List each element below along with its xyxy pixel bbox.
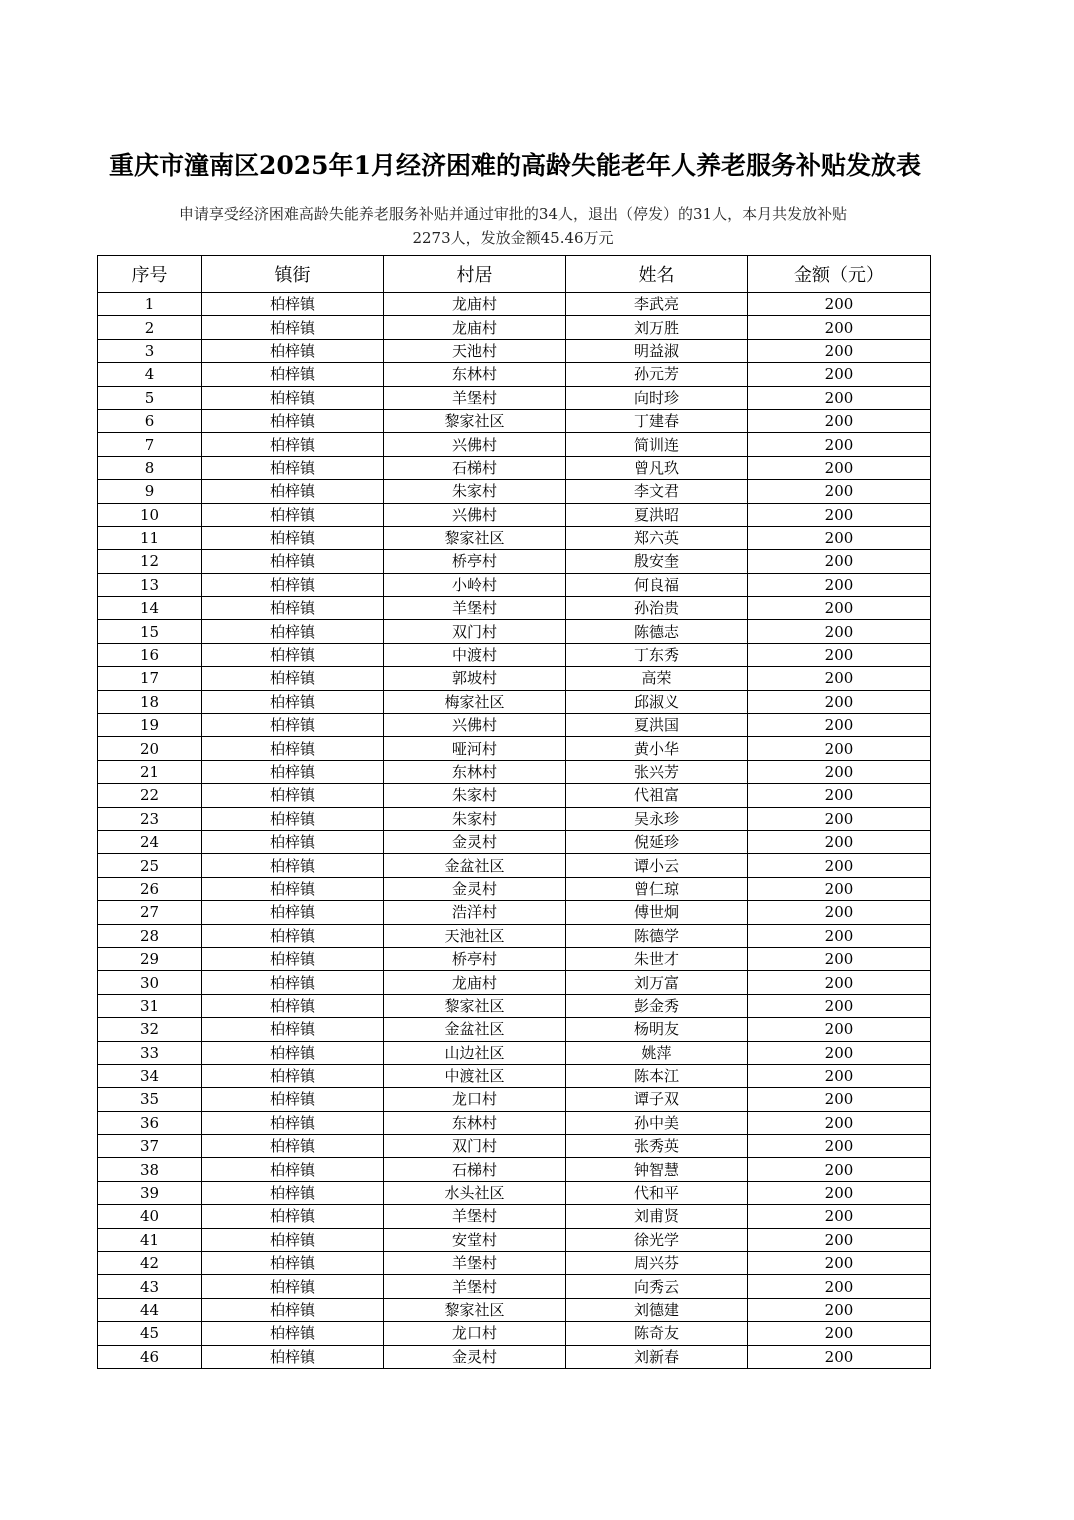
cell-index: 8 xyxy=(98,456,202,479)
cell-index: 31 xyxy=(98,994,202,1017)
cell-index: 25 xyxy=(98,854,202,877)
cell-name: 陈本江 xyxy=(566,1064,748,1087)
table-row xyxy=(98,1322,931,1345)
table-row xyxy=(98,433,931,456)
cell-index: 28 xyxy=(98,924,202,947)
cell-index: 2 xyxy=(98,316,202,339)
cell-town: 柏梓镇 xyxy=(202,784,384,807)
cell-amount: 200 xyxy=(748,1345,931,1368)
cell-name: 夏洪昭 xyxy=(566,503,748,526)
cell-amount: 200 xyxy=(748,1018,931,1041)
cell-amount: 200 xyxy=(748,1205,931,1228)
cell-village: 朱家村 xyxy=(384,807,566,830)
cell-index: 4 xyxy=(98,363,202,386)
cell-amount: 200 xyxy=(748,901,931,924)
table-row xyxy=(98,1205,931,1228)
cell-name: 李武亮 xyxy=(566,293,748,316)
cell-amount: 200 xyxy=(748,480,931,503)
cell-name: 高荣 xyxy=(566,667,748,690)
cell-village: 羊堡村 xyxy=(384,1252,566,1275)
cell-amount: 200 xyxy=(748,503,931,526)
cell-name: 孙元芳 xyxy=(566,363,748,386)
cell-index: 16 xyxy=(98,643,202,666)
cell-amount: 200 xyxy=(748,409,931,432)
cell-name: 傅世炯 xyxy=(566,901,748,924)
cell-village: 龙庙村 xyxy=(384,316,566,339)
cell-amount: 200 xyxy=(748,363,931,386)
cell-town: 柏梓镇 xyxy=(202,620,384,643)
cell-town: 柏梓镇 xyxy=(202,1228,384,1251)
cell-name: 向秀云 xyxy=(566,1275,748,1298)
table-row xyxy=(98,714,931,737)
table-row xyxy=(98,526,931,549)
cell-index: 9 xyxy=(98,480,202,503)
cell-amount: 200 xyxy=(748,573,931,596)
cell-town: 柏梓镇 xyxy=(202,877,384,900)
cell-town: 柏梓镇 xyxy=(202,1252,384,1275)
cell-town: 柏梓镇 xyxy=(202,363,384,386)
cell-amount: 200 xyxy=(748,316,931,339)
cell-amount: 200 xyxy=(748,1158,931,1181)
cell-village: 龙庙村 xyxy=(384,293,566,316)
table-row xyxy=(98,316,931,339)
table-row xyxy=(98,339,931,362)
cell-amount: 200 xyxy=(748,1111,931,1134)
cell-name: 夏洪国 xyxy=(566,714,748,737)
cell-town: 柏梓镇 xyxy=(202,597,384,620)
cell-name: 陈奇友 xyxy=(566,1322,748,1345)
cell-amount: 200 xyxy=(748,456,931,479)
cell-name: 吴永珍 xyxy=(566,807,748,830)
cell-name: 李文君 xyxy=(566,480,748,503)
table-row xyxy=(98,1275,931,1298)
table-row xyxy=(98,643,931,666)
cell-amount: 200 xyxy=(748,620,931,643)
cell-town: 柏梓镇 xyxy=(202,854,384,877)
cell-town: 柏梓镇 xyxy=(202,994,384,1017)
cell-town: 柏梓镇 xyxy=(202,714,384,737)
cell-village: 羊堡村 xyxy=(384,597,566,620)
cell-village: 山边社区 xyxy=(384,1041,566,1064)
cell-village: 双门村 xyxy=(384,620,566,643)
cell-amount: 200 xyxy=(748,1322,931,1345)
cell-index: 11 xyxy=(98,526,202,549)
cell-name: 谭子双 xyxy=(566,1088,748,1111)
cell-name: 刘万胜 xyxy=(566,316,748,339)
cell-town: 柏梓镇 xyxy=(202,1298,384,1321)
cell-amount: 200 xyxy=(748,994,931,1017)
cell-index: 41 xyxy=(98,1228,202,1251)
cell-amount: 200 xyxy=(748,597,931,620)
cell-index: 40 xyxy=(98,1205,202,1228)
cell-name: 邱淑义 xyxy=(566,690,748,713)
table-row xyxy=(98,1181,931,1204)
cell-village: 羊堡村 xyxy=(384,1205,566,1228)
cell-town: 柏梓镇 xyxy=(202,924,384,947)
cell-index: 36 xyxy=(98,1111,202,1134)
cell-index: 3 xyxy=(98,339,202,362)
cell-town: 柏梓镇 xyxy=(202,1088,384,1111)
cell-index: 21 xyxy=(98,760,202,783)
cell-name: 陈德志 xyxy=(566,620,748,643)
header-town: 镇街 xyxy=(202,256,384,293)
table-body xyxy=(98,293,931,1369)
cell-town: 柏梓镇 xyxy=(202,480,384,503)
cell-amount: 200 xyxy=(748,293,931,316)
cell-village: 水头社区 xyxy=(384,1181,566,1204)
cell-amount: 200 xyxy=(748,433,931,456)
cell-village: 哑河村 xyxy=(384,737,566,760)
cell-town: 柏梓镇 xyxy=(202,1322,384,1345)
subsidy-table xyxy=(97,255,931,1369)
cell-town: 柏梓镇 xyxy=(202,293,384,316)
cell-town: 柏梓镇 xyxy=(202,690,384,713)
cell-amount: 200 xyxy=(748,924,931,947)
table-row xyxy=(98,1158,931,1181)
table-row xyxy=(98,784,931,807)
cell-index: 6 xyxy=(98,409,202,432)
table-row xyxy=(98,1018,931,1041)
cell-index: 12 xyxy=(98,550,202,573)
cell-index: 18 xyxy=(98,690,202,713)
cell-amount: 200 xyxy=(748,550,931,573)
cell-index: 13 xyxy=(98,573,202,596)
table-row xyxy=(98,924,931,947)
cell-index: 43 xyxy=(98,1275,202,1298)
cell-name: 丁东秀 xyxy=(566,643,748,666)
cell-name: 殷安奎 xyxy=(566,550,748,573)
cell-name: 向时珍 xyxy=(566,386,748,409)
cell-index: 19 xyxy=(98,714,202,737)
table-row xyxy=(98,363,931,386)
cell-village: 天池村 xyxy=(384,339,566,362)
cell-amount: 200 xyxy=(748,877,931,900)
header-index: 序号 xyxy=(98,256,202,293)
table-row xyxy=(98,690,931,713)
cell-name: 姚萍 xyxy=(566,1041,748,1064)
cell-amount: 200 xyxy=(748,737,931,760)
cell-name: 陈德学 xyxy=(566,924,748,947)
cell-village: 黎家社区 xyxy=(384,994,566,1017)
cell-index: 14 xyxy=(98,597,202,620)
cell-village: 双门村 xyxy=(384,1135,566,1158)
cell-town: 柏梓镇 xyxy=(202,1018,384,1041)
cell-town: 柏梓镇 xyxy=(202,550,384,573)
cell-town: 柏梓镇 xyxy=(202,1181,384,1204)
cell-amount: 200 xyxy=(748,1135,931,1158)
cell-name: 曾凡玖 xyxy=(566,456,748,479)
cell-amount: 200 xyxy=(748,1088,931,1111)
cell-town: 柏梓镇 xyxy=(202,1111,384,1134)
table-row xyxy=(98,830,931,853)
cell-town: 柏梓镇 xyxy=(202,409,384,432)
cell-amount: 200 xyxy=(748,830,931,853)
table-row xyxy=(98,994,931,1017)
cell-amount: 200 xyxy=(748,643,931,666)
cell-village: 兴佛村 xyxy=(384,433,566,456)
cell-name: 孙治贵 xyxy=(566,597,748,620)
cell-index: 10 xyxy=(98,503,202,526)
cell-town: 柏梓镇 xyxy=(202,1205,384,1228)
cell-name: 曾仁琼 xyxy=(566,877,748,900)
cell-name: 徐光学 xyxy=(566,1228,748,1251)
cell-town: 柏梓镇 xyxy=(202,1041,384,1064)
cell-amount: 200 xyxy=(748,1275,931,1298)
summary-text xyxy=(96,202,930,250)
cell-name: 钟智慧 xyxy=(566,1158,748,1181)
cell-town: 柏梓镇 xyxy=(202,971,384,994)
cell-town: 柏梓镇 xyxy=(202,503,384,526)
cell-village: 羊堡村 xyxy=(384,386,566,409)
table-header-row xyxy=(98,256,931,293)
cell-village: 金灵村 xyxy=(384,877,566,900)
cell-town: 柏梓镇 xyxy=(202,667,384,690)
cell-name: 杨明友 xyxy=(566,1018,748,1041)
cell-town: 柏梓镇 xyxy=(202,1345,384,1368)
cell-name: 黄小华 xyxy=(566,737,748,760)
cell-name: 周兴芬 xyxy=(566,1252,748,1275)
table-row xyxy=(98,1041,931,1064)
table-row xyxy=(98,550,931,573)
cell-village: 黎家社区 xyxy=(384,526,566,549)
cell-name: 谭小云 xyxy=(566,854,748,877)
cell-town: 柏梓镇 xyxy=(202,456,384,479)
cell-village: 石梯村 xyxy=(384,456,566,479)
cell-town: 柏梓镇 xyxy=(202,830,384,853)
cell-index: 34 xyxy=(98,1064,202,1087)
cell-village: 龙口村 xyxy=(384,1322,566,1345)
cell-village: 浩洋村 xyxy=(384,901,566,924)
cell-name: 张秀英 xyxy=(566,1135,748,1158)
cell-town: 柏梓镇 xyxy=(202,760,384,783)
cell-village: 龙口村 xyxy=(384,1088,566,1111)
cell-village: 兴佛村 xyxy=(384,503,566,526)
cell-village: 郭坡村 xyxy=(384,667,566,690)
table-row xyxy=(98,480,931,503)
cell-town: 柏梓镇 xyxy=(202,433,384,456)
cell-amount: 200 xyxy=(748,1252,931,1275)
cell-name: 刘万富 xyxy=(566,971,748,994)
cell-town: 柏梓镇 xyxy=(202,1275,384,1298)
cell-name: 张兴芳 xyxy=(566,760,748,783)
cell-village: 兴佛村 xyxy=(384,714,566,737)
cell-name: 刘甫贤 xyxy=(566,1205,748,1228)
cell-index: 23 xyxy=(98,807,202,830)
table-row xyxy=(98,1298,931,1321)
cell-index: 44 xyxy=(98,1298,202,1321)
cell-name: 彭金秀 xyxy=(566,994,748,1017)
cell-name: 刘新春 xyxy=(566,1345,748,1368)
cell-village: 朱家村 xyxy=(384,784,566,807)
cell-name: 丁建春 xyxy=(566,409,748,432)
cell-town: 柏梓镇 xyxy=(202,1158,384,1181)
table-row xyxy=(98,503,931,526)
cell-index: 26 xyxy=(98,877,202,900)
cell-amount: 200 xyxy=(748,947,931,970)
cell-town: 柏梓镇 xyxy=(202,643,384,666)
cell-village: 黎家社区 xyxy=(384,409,566,432)
cell-name: 代和平 xyxy=(566,1181,748,1204)
table-row xyxy=(98,386,931,409)
cell-village: 小岭村 xyxy=(384,573,566,596)
cell-index: 29 xyxy=(98,947,202,970)
table-row xyxy=(98,597,931,620)
cell-village: 东林村 xyxy=(384,1111,566,1134)
cell-index: 32 xyxy=(98,1018,202,1041)
table-row xyxy=(98,971,931,994)
cell-name: 何良福 xyxy=(566,573,748,596)
cell-village: 中渡村 xyxy=(384,643,566,666)
cell-name: 孙中美 xyxy=(566,1111,748,1134)
cell-amount: 200 xyxy=(748,1298,931,1321)
cell-village: 桥亭村 xyxy=(384,947,566,970)
cell-index: 46 xyxy=(98,1345,202,1368)
table-row xyxy=(98,877,931,900)
cell-index: 30 xyxy=(98,971,202,994)
cell-town: 柏梓镇 xyxy=(202,1064,384,1087)
cell-town: 柏梓镇 xyxy=(202,807,384,830)
cell-amount: 200 xyxy=(748,1228,931,1251)
cell-index: 24 xyxy=(98,830,202,853)
cell-index: 20 xyxy=(98,737,202,760)
cell-index: 27 xyxy=(98,901,202,924)
header-village: 村居 xyxy=(384,256,566,293)
table-row xyxy=(98,760,931,783)
table-row xyxy=(98,854,931,877)
cell-index: 37 xyxy=(98,1135,202,1158)
table-row xyxy=(98,1088,931,1111)
table-row xyxy=(98,947,931,970)
cell-name: 明益淑 xyxy=(566,339,748,362)
cell-town: 柏梓镇 xyxy=(202,386,384,409)
cell-village: 安堂村 xyxy=(384,1228,566,1251)
cell-name: 倪延珍 xyxy=(566,830,748,853)
cell-town: 柏梓镇 xyxy=(202,737,384,760)
cell-village: 羊堡村 xyxy=(384,1275,566,1298)
cell-amount: 200 xyxy=(748,667,931,690)
cell-amount: 200 xyxy=(748,971,931,994)
cell-index: 42 xyxy=(98,1252,202,1275)
page-title: 重庆市潼南区2025年1月经济困难的高龄失能老年人养老服务补贴发放表 xyxy=(109,151,921,180)
cell-village: 黎家社区 xyxy=(384,1298,566,1321)
cell-village: 东林村 xyxy=(384,760,566,783)
cell-index: 35 xyxy=(98,1088,202,1111)
table-row xyxy=(98,667,931,690)
cell-town: 柏梓镇 xyxy=(202,316,384,339)
cell-amount: 200 xyxy=(748,1041,931,1064)
cell-index: 39 xyxy=(98,1181,202,1204)
table-row xyxy=(98,1252,931,1275)
table-row xyxy=(98,737,931,760)
table-row xyxy=(98,1345,931,1368)
table-row xyxy=(98,620,931,643)
cell-name: 郑六英 xyxy=(566,526,748,549)
cell-town: 柏梓镇 xyxy=(202,526,384,549)
cell-town: 柏梓镇 xyxy=(202,947,384,970)
cell-name: 代祖富 xyxy=(566,784,748,807)
cell-name: 刘德建 xyxy=(566,1298,748,1321)
cell-village: 金盆社区 xyxy=(384,1018,566,1041)
table-row xyxy=(98,1228,931,1251)
cell-village: 桥亭村 xyxy=(384,550,566,573)
cell-amount: 200 xyxy=(748,784,931,807)
cell-amount: 200 xyxy=(748,807,931,830)
cell-index: 17 xyxy=(98,667,202,690)
cell-amount: 200 xyxy=(748,760,931,783)
cell-amount: 200 xyxy=(748,526,931,549)
cell-village: 金灵村 xyxy=(384,1345,566,1368)
table-row xyxy=(98,1111,931,1134)
cell-index: 45 xyxy=(98,1322,202,1345)
cell-town: 柏梓镇 xyxy=(202,901,384,924)
cell-amount: 200 xyxy=(748,386,931,409)
cell-village: 中渡社区 xyxy=(384,1064,566,1087)
summary-line-2: 2273人，发放金额45.46万元 xyxy=(412,229,614,247)
cell-name: 朱世才 xyxy=(566,947,748,970)
cell-town: 柏梓镇 xyxy=(202,1135,384,1158)
cell-index: 1 xyxy=(98,293,202,316)
cell-village: 金灵村 xyxy=(384,830,566,853)
cell-village: 龙庙村 xyxy=(384,971,566,994)
cell-amount: 200 xyxy=(748,690,931,713)
table-row xyxy=(98,807,931,830)
table-row xyxy=(98,901,931,924)
cell-amount: 200 xyxy=(748,714,931,737)
header-name: 姓名 xyxy=(566,256,748,293)
summary-line-1: 申请享受经济困难高龄失能养老服务补贴并通过审批的34人，退出（停发）的31人，本月共发放补贴 xyxy=(178,205,848,223)
cell-village: 朱家村 xyxy=(384,480,566,503)
cell-town: 柏梓镇 xyxy=(202,573,384,596)
table-row xyxy=(98,1064,931,1087)
table-row xyxy=(98,573,931,596)
cell-amount: 200 xyxy=(748,854,931,877)
cell-index: 7 xyxy=(98,433,202,456)
cell-index: 38 xyxy=(98,1158,202,1181)
table-row xyxy=(98,293,931,316)
cell-index: 5 xyxy=(98,386,202,409)
cell-index: 15 xyxy=(98,620,202,643)
table-row xyxy=(98,409,931,432)
cell-village: 东林村 xyxy=(384,363,566,386)
table-row xyxy=(98,456,931,479)
cell-name: 简训连 xyxy=(566,433,748,456)
cell-index: 22 xyxy=(98,784,202,807)
cell-amount: 200 xyxy=(748,1064,931,1087)
cell-index: 33 xyxy=(98,1041,202,1064)
cell-village: 天池社区 xyxy=(384,924,566,947)
cell-village: 石梯村 xyxy=(384,1158,566,1181)
cell-town: 柏梓镇 xyxy=(202,339,384,362)
cell-village: 梅家社区 xyxy=(384,690,566,713)
table-row xyxy=(98,1135,931,1158)
cell-amount: 200 xyxy=(748,339,931,362)
header-amount: 金额（元） xyxy=(748,256,931,293)
cell-village: 金盆社区 xyxy=(384,854,566,877)
cell-amount: 200 xyxy=(748,1181,931,1204)
